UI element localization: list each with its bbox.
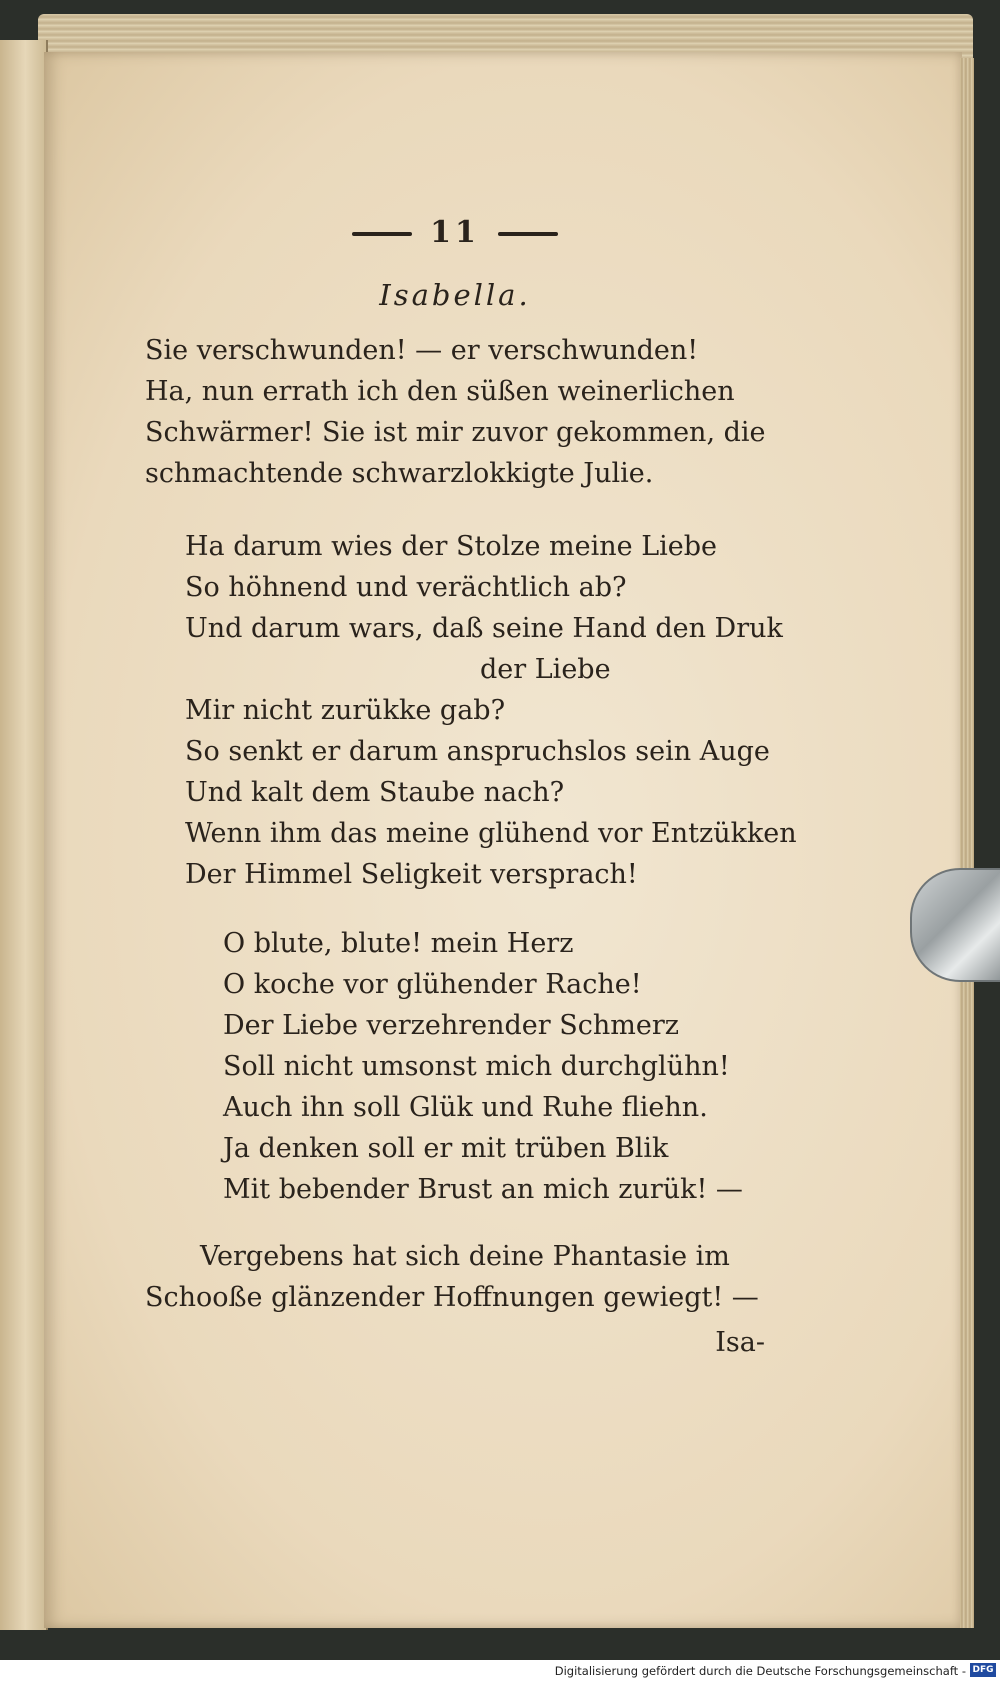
verse-line: O koche vor glühender Rache! [223, 969, 642, 1000]
verse-line: Auch ihn soll Glük und Ruhe fliehn. [223, 1092, 708, 1123]
prose-paragraph-1 [145, 330, 765, 494]
catchword: Isa- [715, 1327, 765, 1358]
verse-line: Und kalt dem Staube nach? [185, 777, 565, 808]
verse-line: Wenn ihm das meine glühend vor Entzükken [185, 818, 797, 849]
verse-line: Ja denken soll er mit trüben Blik [223, 1133, 669, 1164]
dfg-logo: DFG [970, 1663, 996, 1677]
verse-line: Der Himmel Seligkeit versprach! [185, 859, 638, 890]
prose-line: Vergebens hat sich deine Phantasie im [200, 1241, 730, 1272]
verse-line: So senkt er darum anspruchslos sein Auge [185, 736, 770, 767]
dfg-credit: Digitalisierung gefördert durch die Deutsche Forschungsgemeinschaft - [554, 1664, 966, 1678]
verse-line: Mir nicht zurükke gab? [185, 695, 506, 726]
book-right-edge [960, 58, 974, 1628]
verse-line: Soll nicht umsonst mich durchglühn! [223, 1051, 730, 1082]
bookmark-clip [910, 868, 1000, 982]
verse-line: O blute, blute! mein Herz [223, 928, 574, 959]
left-ornament [352, 232, 412, 236]
verse-line-continuation: der Liebe [480, 654, 611, 685]
page-number: 11 [430, 215, 480, 250]
page-content [145, 215, 797, 1363]
page-header [145, 215, 765, 250]
prose-paragraph-2 [145, 1236, 765, 1318]
verse-stanza-1 [145, 526, 797, 895]
verse-line: Der Liebe verzehrender Schmerz [223, 1010, 679, 1041]
verse-line: Ha darum wies der Stolze meine Liebe [185, 531, 717, 562]
verse-line: Und darum wars, daß seine Hand den Druk [185, 613, 783, 644]
prose-line: Sie verschwunden! — er verschwunden! [145, 335, 699, 366]
prose-line: schmachtende schwarzlokkigte Julie. [145, 458, 654, 489]
right-ornament [498, 232, 558, 236]
verse-line: So höhnend und verächtlich ab? [185, 572, 627, 603]
verse-line: Mit bebender Brust an mich zurük! — [223, 1174, 743, 1205]
prose-line: Schooße glänzender Hoffnungen gewiegt! — [145, 1282, 759, 1313]
prose-line: Schwärmer! Sie ist mir zuvor gekommen, die [145, 417, 766, 448]
left-page-edge [0, 40, 48, 1630]
verse-stanza-2 [145, 923, 765, 1210]
speaker-name: Isabella. [379, 278, 531, 312]
prose-line: Ha, nun errath ich den süßen weinerlichen [145, 376, 735, 407]
